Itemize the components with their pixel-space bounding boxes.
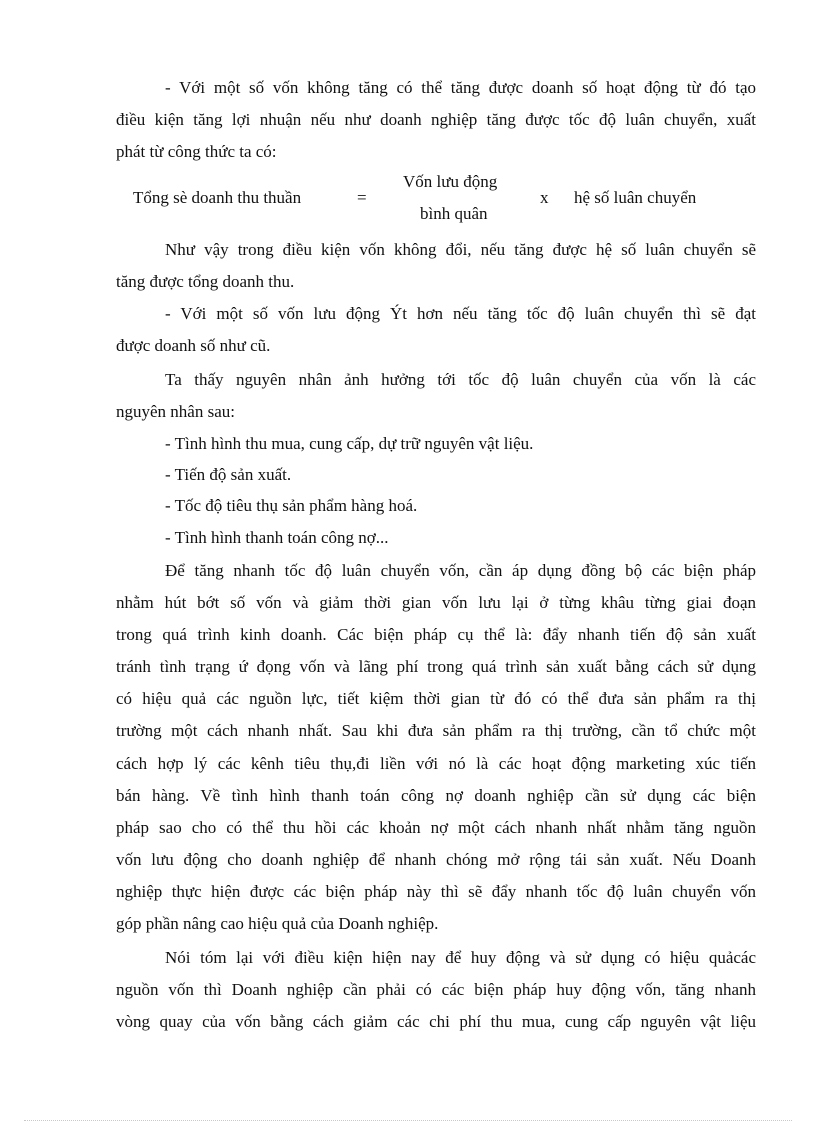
- paragraph-5-line-11: nghiệp thực hiện được các biện pháp này thì sẽ đẩy nhanh tốc độ luân chuyển vốn: [116, 882, 756, 901]
- paragraph-5-line-2: nhằm hút bớt số vốn và giảm thời gian vốn lưu lại ở từng khâu từng giai đoạn: [116, 593, 756, 612]
- formula-lhs: Tổng sè doanh thu thuần: [133, 188, 302, 207]
- list-item: - Tình hình thanh toán công nợ...: [165, 528, 389, 547]
- formula-numerator: Vốn lưu động: [403, 172, 498, 191]
- paragraph-5-line-10: vốn lưu động cho doanh nghiệp để nhanh chóng mở rộng tái sản xuất. Nếu Doanh: [116, 850, 756, 869]
- paragraph-5-line-7: cách hợp lý các kênh tiêu thụ,đi liền với nó là các hoạt động marketing xúc tiến: [116, 754, 756, 773]
- paragraph-3-line-2: được doanh số như cũ.: [116, 336, 271, 355]
- paragraph-intro-line-1: - Với một số vốn không tăng có thể tăng được doanh số hoạt động từ đó tạo: [165, 78, 756, 97]
- paragraph-5-line-5: có hiệu quả các nguồn lực, tiết kiệm thời gian từ đó có thể đưa sản phẩm ra thị: [116, 689, 756, 708]
- paragraph-intro-line-2: điều kiện tăng lợi nhuận nếu như doanh nghiệp tăng được tốc độ luân chuyển, xuất: [116, 110, 756, 129]
- formula-times: x: [540, 188, 549, 207]
- formula-denominator: bình quân: [420, 204, 488, 223]
- paragraph-5-line-8: bán hàng. Về tình hình thanh toán công nợ doanh nghiệp cần sử dụng các biện: [116, 786, 756, 805]
- list-item: - Tiến độ sản xuất.: [165, 465, 292, 484]
- paragraph-6-line-3: vòng quay của vốn bằng cách giảm các chi phí thu mua, cung cấp nguyên vật liệu: [116, 1012, 756, 1031]
- paragraph-5-line-12: góp phần nâng cao hiệu quả của Doanh nghiệp.: [116, 914, 439, 933]
- formula-equals: =: [357, 188, 367, 207]
- paragraph-4-line-2: nguyên nhân sau:: [116, 402, 235, 421]
- list-item: - Tốc độ tiêu thụ sản phẩm hàng hoá.: [165, 496, 418, 515]
- page-bottom-divider: [24, 1120, 792, 1121]
- paragraph-2-line-2: tăng được tổng doanh thu.: [116, 272, 295, 291]
- paragraph-5-line-3: trong quá trình kinh doanh. Các biện pháp cụ thể là: đẩy nhanh tiến độ sản xuất: [116, 625, 756, 644]
- list-item: - Tình hình thu mua, cung cấp, dự trữ nguyên vật liệu.: [165, 434, 534, 453]
- paragraph-intro-line-3: phát từ công thức ta có:: [116, 142, 277, 161]
- paragraph-5-line-1: Để tăng nhanh tốc độ luân chuyển vốn, cần áp dụng đồng bộ các biện pháp: [165, 561, 756, 580]
- paragraph-6-line-1: Nói tóm lại với điều kiện hiện nay để huy động và sử dụng có hiệu quảcác: [165, 948, 756, 967]
- paragraph-4-line-1: Ta thấy nguyên nhân ảnh hưởng tới tốc độ luân chuyển của vốn là các: [165, 370, 756, 389]
- paragraph-3-line-1: - Với một số vốn lưu động Ýt hơn nếu tăng tốc độ luân chuyển thì sẽ đạt: [165, 304, 756, 323]
- formula-rhs: hệ số luân chuyển: [574, 188, 697, 207]
- paragraph-5-line-6: trường một cách nhanh nhất. Sau khi đưa sản phẩm ra thị trường, cần tổ chức một: [116, 721, 756, 740]
- formula: [0, 170, 816, 230]
- paragraph-5-line-4: tránh tình trạng ứ đọng vốn và lãng phí trong quá trình sản xuất bằng cách sử dụng: [116, 657, 756, 676]
- paragraph-6-line-2: nguồn vốn thì Doanh nghiệp cần phải có các biện pháp huy động vốn, tăng nhanh: [116, 980, 756, 999]
- paragraph-5-line-9: pháp sao cho có thể thu hồi các khoản nợ một cách nhanh nhất nhằm tăng nguồn: [116, 818, 756, 837]
- paragraph-2-line-1: Như vậy trong điều kiện vốn không đổi, nếu tăng được hệ số luân chuyển sẽ: [165, 240, 756, 259]
